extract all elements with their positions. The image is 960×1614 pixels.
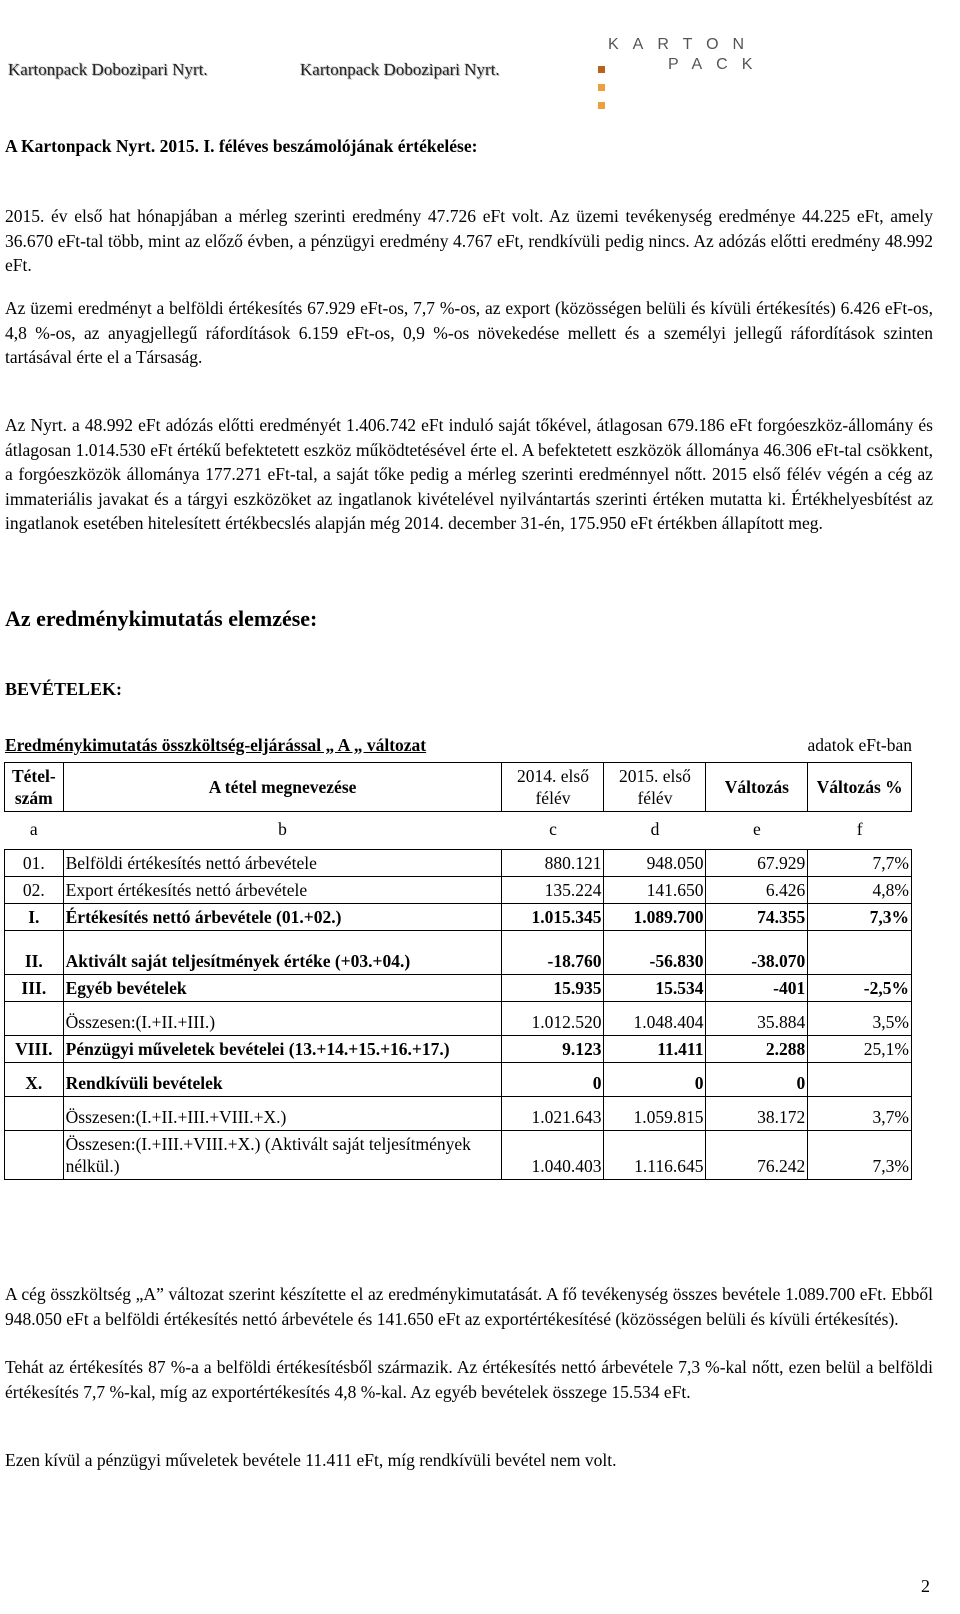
row-2015: 0: [604, 1063, 706, 1097]
paragraph-after-1: A cég összköltség „A” változat szerint készítette el az eredménykimutatását. A fő tevékenység összes bevétele 1.089.700 eFt. Ebből 948.050 eFt a belföldi értékesítés nettó árbevétele és 141.650 eFt az exportértékesítésé (közösségen belüli és kívüli értékesítés).: [5, 1284, 933, 1329]
row-2015: 1.089.700: [604, 904, 706, 931]
row-change: -38.070: [706, 931, 808, 975]
paragraph-3: Az Nyrt. a 48.992 eFt adózás előtti eredményét 1.406.742 eFt induló saját tőkével, átlagosan 679.186 eFt forgóeszköz-állomány és átlagosan 1.014.530 eFt értékű befektetett eszköz működtetésével érte el. A befektetett eszközök állománya 46.306 eFt-tal csökkent, a forgóeszközök állománya 177.271 eFt-tal, a saját tőke pedig a mérleg szerinti eredménnyel nőtt. 2015 első félév végén a cég az immateriális javakat és a tárgyi eszközöket az ingatlanok kivételével nyilvántartás szerinti értéken mutatta ki. Értékhelyesbítést az ingatlanok esetében hitelesített értékbecslés alapján még 2014. december 31-én, 175.950 eFt értékben állapított meg.: [5, 415, 933, 533]
row-no: 01.: [5, 850, 64, 877]
row-pct: 7,7%: [808, 850, 912, 877]
row-name: Aktivált saját teljesítmények értéke (+03.+04.): [63, 931, 502, 975]
row-name: Összesen:(I.+III.+VIII.+X.) (Aktivált saját teljesítmények nélkül.): [63, 1131, 502, 1180]
row-pct: [808, 1063, 912, 1097]
logo-mark-icon: [598, 60, 618, 70]
row-pct: 7,3%: [808, 904, 912, 931]
table-row: [5, 975, 912, 1002]
row-2015: 948.050: [604, 850, 706, 877]
header-name: A tétel megnevezése: [63, 763, 502, 812]
header-change: Változás: [706, 763, 808, 812]
table-letter-row: [5, 812, 912, 842]
paragraph-after-2: Tehát az értékesítés 87 %-a a belföldi értékesítésből származik. Az értékesítés nettó árbevétele 7,3 %-kal nőtt, ezen belül a belföldi értékesítés 7,7 %-kal, míg az exportértékesítés 4,8 %-kal. Az egyéb bevételek összege 15.534 eFt.: [5, 1357, 933, 1402]
table-row: [5, 1002, 912, 1036]
letter-e: e: [752, 818, 761, 839]
table-row: [5, 904, 912, 931]
row-change: 35.884: [706, 1002, 808, 1036]
table-unit: adatok eFt-ban: [807, 735, 912, 755]
row-change: 0: [706, 1063, 808, 1097]
row-no: VIII.: [5, 1036, 64, 1063]
row-name: Export értékesítés nettó árbevétele: [63, 877, 502, 904]
row-pct: 4,8%: [808, 877, 912, 904]
row-name: Rendkívüli bevételek: [63, 1063, 502, 1097]
table-row: [5, 1131, 912, 1180]
header-company-name-2: Kartonpack Dobozipari Nyrt.: [300, 60, 500, 79]
row-2015: 141.650: [604, 877, 706, 904]
letter-b: b: [278, 818, 287, 839]
header-2014: 2014. első félév: [502, 763, 604, 812]
row-no: 02.: [5, 877, 64, 904]
row-2014: 1.021.643: [502, 1097, 604, 1131]
row-2014: 1.040.403: [502, 1131, 604, 1180]
letter-c: c: [549, 818, 557, 839]
kartonpack-logo: [598, 30, 798, 80]
row-no: I.: [5, 904, 64, 931]
row-2014: 15.935: [502, 975, 604, 1002]
row-no: [5, 1002, 64, 1036]
row-name: Értékesítés nettó árbevétele (01.+02.): [63, 904, 502, 931]
row-name: Egyéb bevételek: [63, 975, 502, 1002]
row-pct: -2,5%: [808, 975, 912, 1002]
row-2014: 9.123: [502, 1036, 604, 1063]
row-no: II.: [5, 931, 64, 975]
paragraph-after-3: Ezen kívül a pénzügyi műveletek bevétele 11.411 eFt, míg rendkívüli bevétel nem volt.: [5, 1450, 617, 1470]
row-change: 6.426: [706, 877, 808, 904]
row-2014: 1.015.345: [502, 904, 604, 931]
row-2014: -18.760: [502, 931, 604, 975]
row-change: 67.929: [706, 850, 808, 877]
row-name: Pénzügyi műveletek bevételei (13.+14.+15.+16.+17.): [63, 1036, 502, 1063]
letter-f: f: [856, 818, 863, 839]
row-no: [5, 1131, 64, 1180]
row-no: X.: [5, 1063, 64, 1097]
row-2014: 0: [502, 1063, 604, 1097]
table-row: [5, 850, 912, 877]
row-change: 74.355: [706, 904, 808, 931]
row-2015: 15.534: [604, 975, 706, 1002]
header-pct: Változás %: [808, 763, 912, 812]
logo-text-top: KARTON: [608, 36, 759, 53]
row-pct: [808, 931, 912, 975]
header-company-name: Kartonpack Dobozipari Nyrt.: [8, 60, 208, 79]
row-no: III.: [5, 975, 64, 1002]
subsection-title: BEVÉTELEK:: [5, 679, 123, 699]
row-name: Belföldi értékesítés nettó árbevétele: [63, 850, 502, 877]
income-statement-table: [4, 762, 912, 1180]
row-2014: 135.224: [502, 877, 604, 904]
table-row: [5, 931, 912, 975]
row-2015: 1.116.645: [604, 1131, 706, 1180]
paragraph-2: Az üzemi eredményt a belföldi értékesítés 67.929 eFt-os, 7,7 %-os, az export (közösségen belüli és kívüli értékesítés) 6.426 eFt-os, 4,8 %-os, az anyagjellegű ráfordítások 6.159 eFt-os, 0,9 %-os növekedése mellett és a személyi jellegű ráfordítások szinten tartásával érte el a Társaság.: [5, 298, 933, 367]
document-title: A Kartonpack Nyrt. 2015. I. féléves beszámolójának értékelése:: [5, 136, 478, 156]
header-2015: 2015. első félév: [604, 763, 706, 812]
table-caption: Eredménykimutatás összköltség-eljárással „ A „ változat: [5, 735, 427, 755]
letter-a: a: [29, 818, 38, 839]
row-pct: 3,7%: [808, 1097, 912, 1131]
row-2015: -56.830: [604, 931, 706, 975]
row-name: Összesen:(I.+II.+III.): [63, 1002, 502, 1036]
paragraph-1: 2015. év első hat hónapjában a mérleg szerinti eredmény 47.726 eFt volt. Az üzemi tevékenység eredménye 44.225 eFt, amely 36.670 eFt-tal több, mint az előző évben, a pénzügyi eredmény 4.767 eFt, rendkívüli pedig nincs. Az adózás előtti eredmény 48.992 eFt.: [5, 206, 933, 275]
table-row: [5, 1063, 912, 1097]
logo-text-bottom: PACK: [668, 56, 767, 73]
table-row: [5, 1036, 912, 1063]
row-2015: 11.411: [604, 1036, 706, 1063]
row-2014: 1.012.520: [502, 1002, 604, 1036]
table-row: [5, 1097, 912, 1131]
row-pct: 3,5%: [808, 1002, 912, 1036]
row-2015: 1.048.404: [604, 1002, 706, 1036]
letter-d: d: [650, 818, 660, 839]
row-2015: 1.059.815: [604, 1097, 706, 1131]
row-no: [5, 1097, 64, 1131]
section-title: Az eredménykimutatás elemzése:: [5, 606, 318, 631]
row-pct: 25,1%: [808, 1036, 912, 1063]
row-change: 76.242: [706, 1131, 808, 1180]
row-pct: 7,3%: [808, 1131, 912, 1180]
row-change: 2.288: [706, 1036, 808, 1063]
row-name: Összesen:(I.+II.+III.+VIII.+X.): [63, 1097, 502, 1131]
page-number: 2: [921, 1576, 930, 1596]
table-row: [5, 877, 912, 904]
row-change: 38.172: [706, 1097, 808, 1131]
header-no: Tétel-szám: [5, 763, 64, 812]
table-header-row: [5, 763, 912, 812]
row-change: -401: [706, 975, 808, 1002]
row-2014: 880.121: [502, 850, 604, 877]
